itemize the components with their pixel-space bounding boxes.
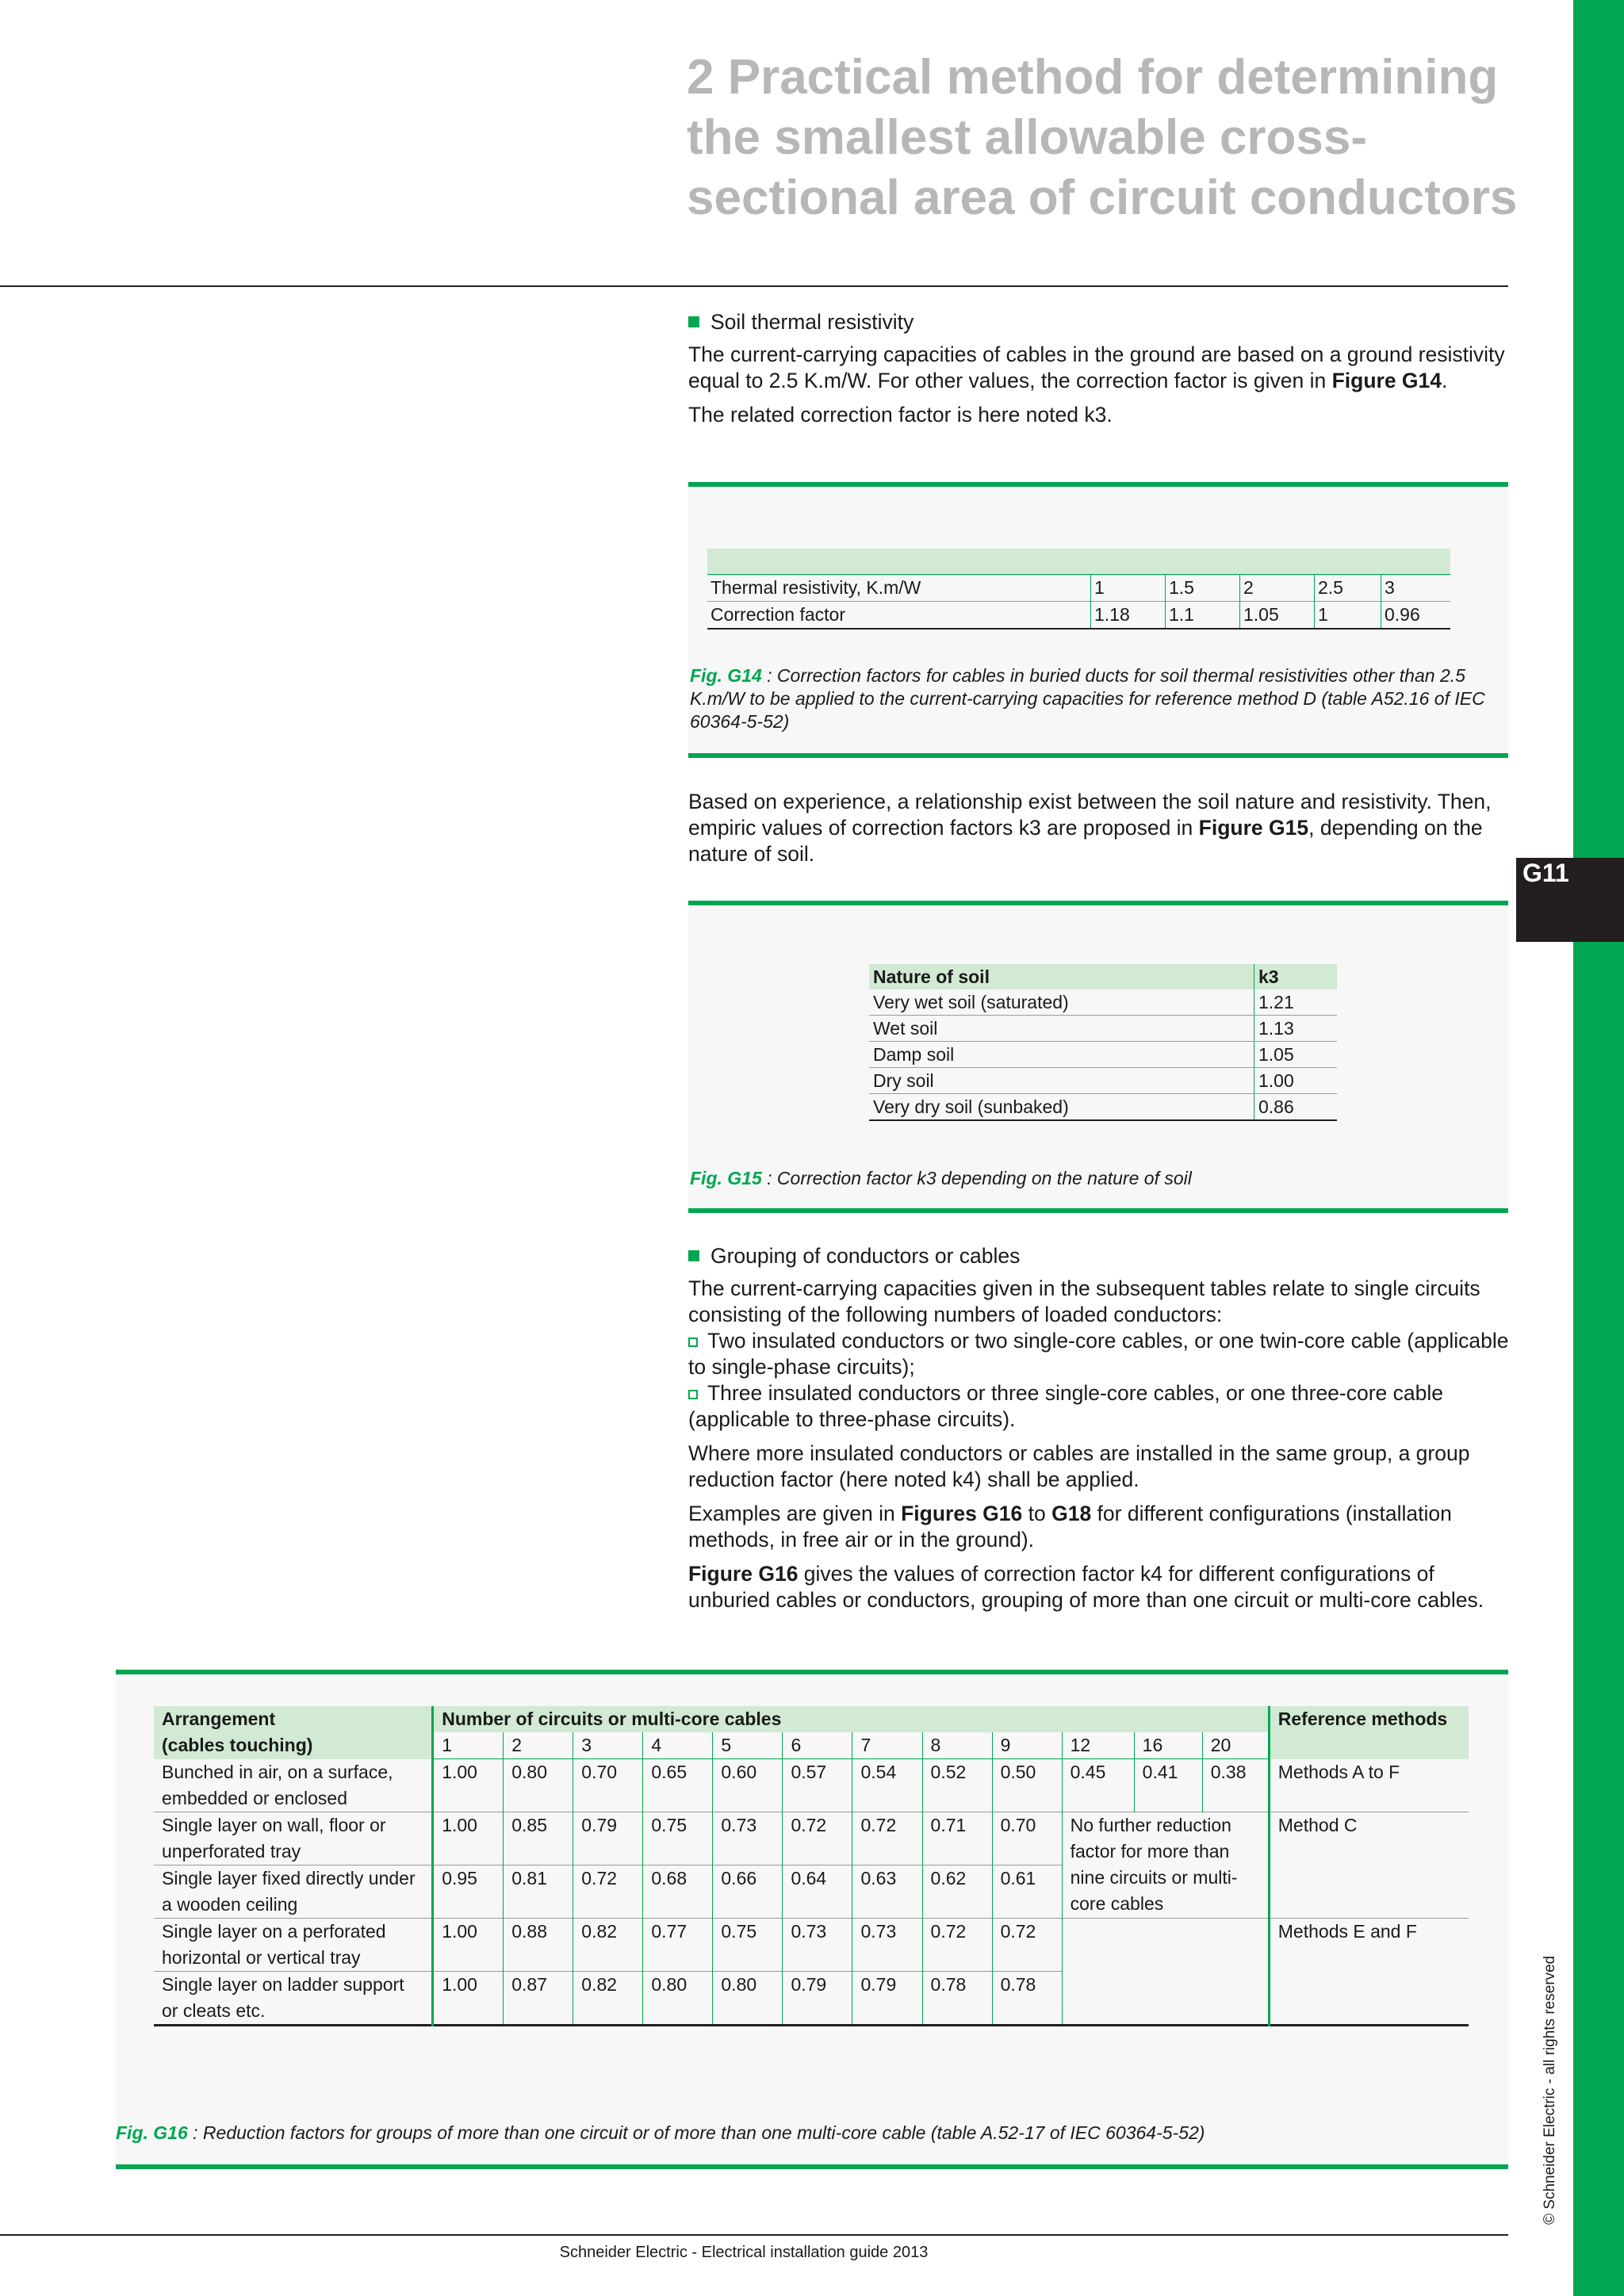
experience-paragraph: Based on experience, a relationship exist between the soil nature and resistivity. Then, empiric values of correction factors k3 are proposed in Figure G15, depending on the nature of soil. — [688, 790, 1492, 866]
soil-paragraph-2: The related correction factor is here noted k3. — [688, 403, 1113, 427]
soil-paragraph-1: The current-carrying capacities of cables in the ground are based on a ground resistivity equal to 2.5 K.m/W. For other values, the correction factor is given in Figure G14. — [688, 342, 1505, 392]
square-bullet-icon — [688, 316, 699, 327]
footer-rule — [0, 2234, 1508, 2236]
table-row: Correction factor 1.18 1.1 1.05 1 0.96 — [707, 602, 1450, 629]
table-row: Single layer fixed directly under a wooden ceiling 0.95 0.81 0.72 0.68 0.66 0.64 0.63 0.62 0.61 — [154, 1865, 1469, 1918]
figure-rule — [688, 753, 1508, 758]
table-row: Single layer on wall, floor or unperforated tray 1.00 0.85 0.79 0.75 0.73 0.72 0.72 0.71 0.70 No further reduction factor for more than nine circuits or multi-core cables Method C — [154, 1812, 1469, 1865]
grouping-heading: Grouping of conductors or cables — [688, 1243, 1513, 1269]
table-header-row: (cables touching) 1 2 3 4 5 6 7 8 9 12 16 20 — [154, 1732, 1469, 1759]
table-row: Single layer on a perforated horizontal or vertical tray 1.00 0.88 0.82 0.77 0.75 0.73 0.73 0.72 0.72 Methods E and F — [154, 1918, 1469, 1971]
side-color-bar — [1573, 0, 1624, 2296]
figure-rule — [688, 1208, 1508, 1213]
table-row: Very wet soil (saturated) 1.21 — [869, 989, 1337, 1016]
soil-heading: Soil thermal resistivity — [688, 309, 1513, 335]
figure-g16 — [116, 1674, 1508, 2166]
header-rule — [0, 285, 1508, 287]
figure-rule — [116, 2164, 1508, 2169]
copyright-notice: © Schneider Electric - all rights reserved — [1542, 1955, 1558, 2225]
table-row: Single layer on ladder support or cleats etc. 1.00 0.87 0.82 0.80 0.80 0.79 0.79 0.78 0.78 — [154, 1971, 1469, 2025]
table-header-row: Arrangement Number of circuits or multi-core cables Reference methods — [154, 1706, 1469, 1732]
page-title: 2 Practical method for determining the smallest allowable cross-sectional area of circuit conductors — [687, 50, 1518, 225]
table-row: Dry soil 1.00 — [869, 1068, 1337, 1094]
figure-caption: Fig. G16 : Reduction factors for groups of more than one circuit or of more than one multi-core cable (table A.52-17 of IEC 60364-5-52) — [116, 2122, 1205, 2143]
grouping-paragraph-4: Figure G16 gives the values of correction factor k4 for different configurations of unburied cables or conductors, grouping of more than one circuit or multi-core cables. — [688, 1562, 1484, 1612]
figure-g15 — [688, 905, 1508, 1210]
no-reduction-note: No further reduction factor for more than nine circuits or multi-core cables — [1062, 1812, 1269, 1918]
list-item: Three insulated conductors or three single-core cables, or one three-core cable (applicable to three-phase circuits). — [688, 1381, 1444, 1431]
figure-caption: Fig. G14 : Correction factors for cables in buried ducts for soil thermal resistivities other than 2.5 K.m/W to be applied to the current-carrying capacities for reference method D (table A52.16 of IEC 60364-5-52) — [690, 665, 1485, 732]
grouping-paragraph-2: Where more insulated conductors or cables are installed in the same group, a group reduction factor (here noted k4) shall be applied. — [688, 1441, 1470, 1491]
grouping-paragraph-3: Examples are given in Figures G16 to G18 for different configurations (installation methods, in free air or in the ground). — [688, 1502, 1452, 1552]
resistivity-table — [707, 574, 1450, 629]
grouping-paragraph-1: The current-carrying capacities given in the subsequent tables relate to single circuits consisting of the following numbers of loaded conductors: — [688, 1276, 1480, 1326]
square-bullet-icon — [688, 1250, 699, 1261]
table-row: Bunched in air, on a surface, embedded or enclosed 1.00 0.80 0.70 0.65 0.60 0.57 0.54 0.52 0.50 0.45 0.41 0.38 Methods A to F — [154, 1759, 1469, 1812]
list-item: Two insulated conductors or two single-core cables, or one twin-core cable (applicable to single-phase circuits); — [688, 1329, 1509, 1379]
table-row: Wet soil 1.13 — [869, 1016, 1337, 1042]
grouping-section — [688, 1243, 1513, 1621]
page-footer: Schneider Electric - Electrical installation guide 2013 — [559, 2244, 929, 2261]
table-row: Thermal resistivity, K.m/W 1 1.5 2 2.5 3 — [707, 575, 1450, 602]
open-square-bullet-icon — [688, 1337, 698, 1347]
soil-table — [869, 964, 1337, 1121]
open-square-bullet-icon — [688, 1390, 698, 1399]
table-header-band — [707, 549, 1450, 576]
figure-g14 — [688, 487, 1508, 755]
reduction-factor-table — [154, 1706, 1469, 2026]
table-header-row: Nature of soil k3 — [869, 964, 1337, 989]
figure-caption: Fig. G15 : Correction factor k3 depending on the nature of soil — [690, 1168, 1192, 1188]
table-row: Very dry soil (sunbaked) 0.86 — [869, 1094, 1337, 1121]
page-tab: G11 — [1516, 858, 1624, 942]
table-row: Damp soil 1.05 — [869, 1042, 1337, 1068]
soil-section — [688, 309, 1513, 436]
